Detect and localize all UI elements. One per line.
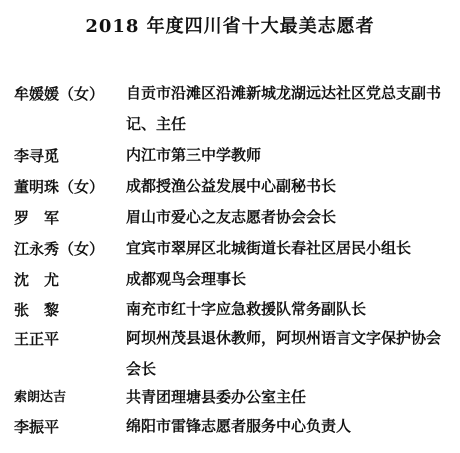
- entry-role: 自贡市沿滩区沿滩新城龙湖远达社区党总支副书记、主任: [126, 84, 442, 133]
- entry-role: 眉山市爱心之友志愿者协会会长: [126, 208, 337, 226]
- entry-name: 张 黎: [14, 301, 60, 319]
- entry-row: [0, 329, 460, 378]
- entry-row: [0, 84, 460, 133]
- entry-name: 江永秀（女）: [14, 240, 105, 258]
- entry-role: 成都观鸟会理事长: [126, 270, 247, 288]
- entry-role: 内江市第三中学教师: [126, 146, 262, 164]
- entry-role: 共青团理塘县委办公室主任: [126, 388, 307, 406]
- entry-name: 董明珠（女）: [14, 178, 105, 196]
- entry-name: 李寻觅: [14, 147, 60, 165]
- entry-name: 王正平: [14, 330, 60, 348]
- entry-role: 宜宾市翠屏区北城街道长春社区居民小组长: [126, 239, 412, 257]
- entry-role: 成都授渔公益发展中心副秘书长: [126, 177, 337, 195]
- entry-role: 南充市红十字应急救援队常务副队长: [126, 300, 367, 318]
- entry-name: 沈 尤: [14, 271, 60, 289]
- entry-role: 阿坝州茂县退休教师，阿坝州语言文字保护协会会长: [126, 329, 442, 378]
- entry-name: 李振平: [14, 418, 60, 436]
- entry-role: 绵阳市雷锋志愿者服务中心负责人: [126, 417, 352, 435]
- entry-name: 索朗达吉: [14, 390, 67, 405]
- entry-name: 牟媛媛（女）: [14, 85, 105, 103]
- document-title: 2018 年度四川省十大最美志愿者: [85, 16, 375, 37]
- entry-name: 罗 军: [14, 209, 60, 227]
- entry-row: [0, 419, 460, 453]
